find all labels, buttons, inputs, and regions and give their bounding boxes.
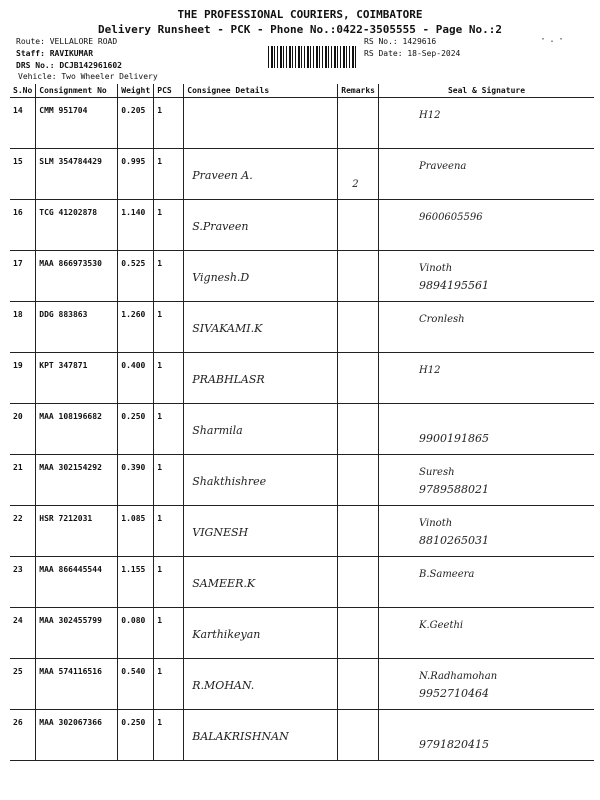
- row-weight: 0.995: [118, 149, 154, 200]
- row-signature: [398, 359, 600, 410]
- row-weight: 0.525: [118, 251, 154, 302]
- row-consignee: [184, 506, 338, 557]
- vehicle-label: Vehicle: Two Wheeler Delivery: [18, 72, 158, 81]
- table-row: [10, 608, 594, 659]
- row-sno: 15: [10, 149, 36, 200]
- table-row: [10, 557, 594, 608]
- row-pcs: 1: [154, 98, 184, 149]
- row-sno: 24: [10, 608, 36, 659]
- col-remarks: Remarks: [338, 84, 379, 98]
- consignee-handwriting: Praveen A.: [192, 169, 253, 182]
- consignee-handwriting: BALAKRISHNAN: [192, 730, 289, 743]
- table-row: [10, 200, 594, 251]
- row-weight: 1.260: [118, 302, 154, 353]
- table-row: [10, 506, 594, 557]
- signature-handwriting: N.Radhamohan: [418, 671, 498, 682]
- rs-date: RS Date: 18-Sep-2024: [364, 49, 461, 58]
- row-remarks: [338, 302, 379, 353]
- signature-handwriting: Vinoth: [418, 518, 453, 529]
- row-consignment-no: SLM 354784429: [36, 149, 118, 200]
- row-signature: [398, 461, 600, 512]
- col-sno: S.No: [10, 84, 36, 98]
- row-remarks: [338, 98, 379, 149]
- row-sno: 26: [10, 710, 36, 761]
- row-sno: 20: [10, 404, 36, 455]
- row-remarks: [338, 353, 379, 404]
- row-sno: 17: [10, 251, 36, 302]
- consignee-handwriting: S.Praveen: [192, 220, 249, 233]
- consignee-handwriting: PRABHLASR: [192, 373, 265, 386]
- row-consignee: [184, 251, 338, 302]
- row-remarks: [338, 404, 379, 455]
- row-consignee: [184, 200, 338, 251]
- rs-number: RS No.: 1429616: [364, 37, 437, 46]
- row-consignment-no: MAA 866445544: [36, 557, 118, 608]
- row-consignee: [184, 353, 338, 404]
- row-sno: 18: [10, 302, 36, 353]
- table-row: [10, 353, 594, 404]
- row-pcs: 1: [154, 353, 184, 404]
- signature-phone: 9900191865: [418, 432, 489, 445]
- row-pcs: 1: [154, 302, 184, 353]
- signature-handwriting: Cronlesh: [418, 314, 465, 325]
- row-weight: 0.390: [118, 455, 154, 506]
- table-row: [10, 710, 594, 761]
- row-consignment-no: MAA 866973530: [36, 251, 118, 302]
- row-consignment-no: HSR 7212031: [36, 506, 118, 557]
- table-header: [10, 84, 594, 98]
- row-pcs: 1: [154, 608, 184, 659]
- row-pcs: 1: [154, 455, 184, 506]
- row-sno: 21: [10, 455, 36, 506]
- row-consignment-no: DDG 883863: [36, 302, 118, 353]
- row-weight: 0.205: [118, 98, 154, 149]
- signature-handwriting: B.Sameera: [418, 569, 475, 580]
- row-sno: 22: [10, 506, 36, 557]
- corner-marks: ·.·: [540, 34, 568, 45]
- row-consignee: [184, 557, 338, 608]
- col-signature: Seal & Signature: [378, 84, 594, 98]
- row-weight: 1.140: [118, 200, 154, 251]
- row-consignment-no: MAA 108196682: [36, 404, 118, 455]
- consignee-handwriting: Sharmila: [192, 424, 243, 437]
- signature-phone: 9791820415: [418, 738, 489, 751]
- row-consignment-no: CMM 951704: [36, 98, 118, 149]
- row-pcs: 1: [154, 251, 184, 302]
- row-consignee: [184, 98, 338, 149]
- signature-phone: 9894195561: [418, 279, 489, 292]
- signature-handwriting: Praveena: [418, 161, 467, 172]
- row-consignee: [184, 455, 338, 506]
- row-pcs: 1: [154, 404, 184, 455]
- row-pcs: 1: [154, 506, 184, 557]
- row-sno: 16: [10, 200, 36, 251]
- consignee-handwriting: SIVAKAMI.K: [192, 322, 263, 335]
- row-pcs: 1: [154, 659, 184, 710]
- company-title: THE PROFESSIONAL COURIERS, COIMBATORE: [177, 8, 423, 21]
- row-consignment-no: MAA 302067366: [36, 710, 118, 761]
- table-row: [10, 455, 594, 506]
- row-consignee: [184, 608, 338, 659]
- table-row: [10, 404, 594, 455]
- table-row: [10, 149, 594, 200]
- row-consignment-no: TCG 41202878: [36, 200, 118, 251]
- consignee-handwriting: VIGNESH: [192, 526, 249, 539]
- row-weight: 0.080: [118, 608, 154, 659]
- signature-handwriting: H12: [418, 365, 441, 376]
- signature-phone: 9952710464: [418, 687, 489, 700]
- row-sno: 25: [10, 659, 36, 710]
- row-consignee: [184, 404, 338, 455]
- row-signature: [398, 614, 600, 665]
- row-remarks: [338, 200, 379, 251]
- table-row: [10, 302, 594, 353]
- row-weight: 1.085: [118, 506, 154, 557]
- col-consignee: Consignee Details: [184, 84, 338, 98]
- signature-handwriting: 9600605596: [418, 212, 483, 223]
- row-consignment-no: MAA 302154292: [36, 455, 118, 506]
- signature-handwriting: H12: [418, 110, 441, 121]
- row-consignment-no: KPT 347871: [36, 353, 118, 404]
- table-row: [10, 98, 594, 149]
- row-consignment-no: MAA 302455799: [36, 608, 118, 659]
- row-weight: 0.400: [118, 353, 154, 404]
- row-remarks: [338, 557, 379, 608]
- row-weight: 0.250: [118, 404, 154, 455]
- col-pcs: PCS: [154, 84, 184, 98]
- row-pcs: 1: [154, 200, 184, 251]
- row-signature: [398, 206, 600, 257]
- row-weight: 1.155: [118, 557, 154, 608]
- barcode: [268, 46, 358, 68]
- col-weight: Weight: [118, 84, 154, 98]
- row-consignee: [184, 659, 338, 710]
- row-signature: [398, 104, 600, 155]
- staff-label: Staff: RAVIKUMAR: [16, 49, 94, 58]
- consignee-handwriting: Karthikeyan: [192, 628, 261, 641]
- row-weight: 0.540: [118, 659, 154, 710]
- row-weight: 0.250: [118, 710, 154, 761]
- row-remarks: [338, 506, 379, 557]
- row-signature: [398, 716, 600, 767]
- remark-mark: 2: [352, 179, 359, 190]
- row-pcs: 1: [154, 149, 184, 200]
- row-signature: [398, 257, 600, 308]
- row-consignee: [184, 149, 338, 200]
- row-remarks: [338, 710, 379, 761]
- row-sno: 23: [10, 557, 36, 608]
- row-signature: [398, 155, 600, 206]
- row-remarks: [338, 251, 379, 302]
- row-signature: [398, 512, 600, 563]
- row-consignee: [184, 302, 338, 353]
- row-remarks: [338, 608, 379, 659]
- consignee-handwriting: Shakthishree: [192, 475, 267, 488]
- delivery-table: [10, 84, 594, 761]
- drs-label: DRS No.: DCJB142961602: [16, 61, 122, 70]
- row-signature: [398, 410, 600, 461]
- table-row: [10, 659, 594, 710]
- row-consignment-no: MAA 574116516: [36, 659, 118, 710]
- signature-handwriting: Suresh: [418, 467, 455, 478]
- signature-phone: 8810265031: [418, 534, 489, 547]
- row-pcs: 1: [154, 557, 184, 608]
- row-signature: [398, 308, 600, 359]
- row-remarks: [338, 149, 379, 200]
- consignee-handwriting: R.MOHAN.: [192, 679, 255, 692]
- runsheet-subtitle: Delivery Runsheet - PCK - Phone No.:0422-3505555 - Page No.:2: [98, 23, 502, 36]
- signature-handwriting: Vinoth: [418, 263, 453, 274]
- table-row: [10, 251, 594, 302]
- row-sno: 14: [10, 98, 36, 149]
- signature-handwriting: K.Geethi: [418, 620, 464, 631]
- route-label: Route: VELLALORE ROAD: [16, 37, 118, 46]
- row-signature: [398, 665, 600, 716]
- row-remarks: [338, 455, 379, 506]
- row-consignee: [184, 710, 338, 761]
- row-signature: [398, 563, 600, 614]
- consignee-handwriting: SAMEER.K: [192, 577, 256, 590]
- row-sno: 19: [10, 353, 36, 404]
- row-pcs: 1: [154, 710, 184, 761]
- consignee-handwriting: Vignesh.D: [192, 271, 250, 284]
- row-remarks: [338, 659, 379, 710]
- signature-phone: 9789588021: [418, 483, 489, 496]
- col-consignment: Consignment No: [36, 84, 118, 98]
